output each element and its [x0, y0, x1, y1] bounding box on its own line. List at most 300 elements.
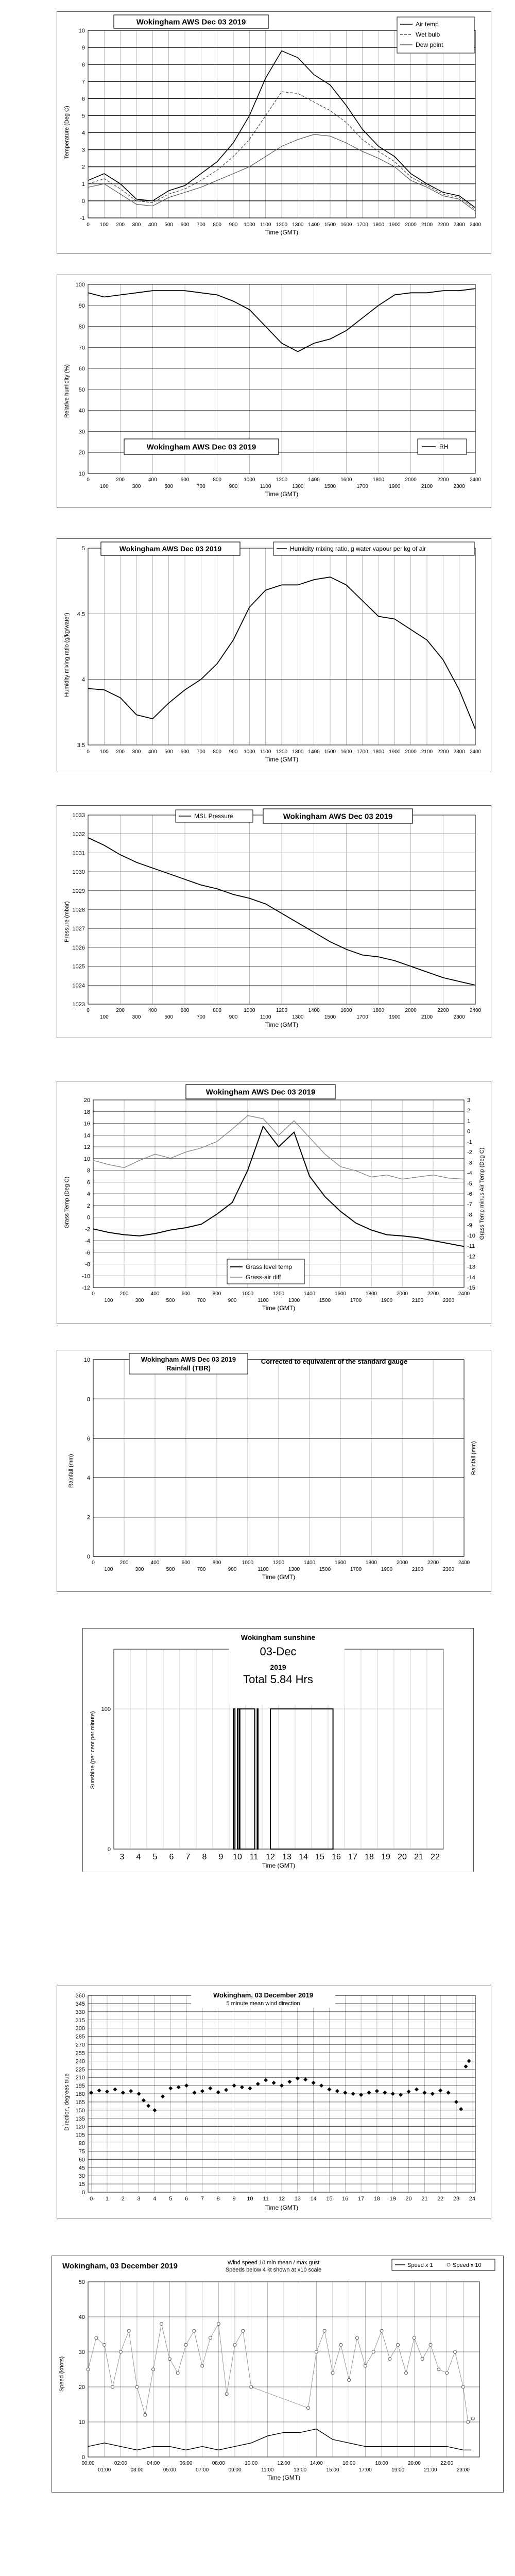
- x-tick-label: 1000: [244, 477, 255, 483]
- speed-x10-point: [429, 2343, 432, 2346]
- y-tick-label: 120: [75, 2124, 85, 2130]
- y-axis-title: Humidity mixing ratio (g/kg/water): [64, 613, 70, 697]
- x-axis-title: Time (GMT): [267, 2474, 301, 2481]
- air-temp-chart-svg: [57, 12, 491, 253]
- speed-x10-point: [356, 2336, 359, 2340]
- y-tick-label: 75: [78, 2148, 85, 2155]
- x-tick-label: 9: [232, 2196, 236, 2202]
- y-tick-label: 100: [75, 282, 85, 288]
- x-tick-label: 1700: [356, 1014, 368, 1020]
- y-tick-label: 1028: [72, 907, 85, 913]
- x-tick-label: 1400: [308, 749, 320, 755]
- y-tick-label: 3: [467, 1097, 471, 1104]
- x-tick-label: 2300: [453, 1014, 465, 1020]
- x-tick-label: 2000: [396, 1291, 408, 1297]
- x-tick-label: 8: [202, 1853, 207, 1861]
- x-tick-label: 12: [266, 1853, 275, 1861]
- x-tick-label: 11:00: [261, 2467, 274, 2473]
- x-tick-label: 700: [196, 749, 205, 755]
- direction-point: [375, 2089, 379, 2093]
- x-tick-label: 100: [99, 484, 109, 489]
- y-tick-label: -3: [467, 1160, 472, 1166]
- x-tick-label: 13:00: [294, 2467, 307, 2473]
- y-tick-label: -11: [467, 1243, 475, 1250]
- x-tick-label: 2000: [405, 749, 417, 755]
- y-tick-label: 12: [83, 1144, 90, 1150]
- x-tick-label: 1100: [260, 1014, 271, 1020]
- x-tick-label: 1800: [372, 749, 385, 755]
- x-tick-label: 7: [185, 1853, 191, 1861]
- sunshine-bar: [257, 1709, 258, 1849]
- x-tick-label: 23:00: [456, 2467, 470, 2473]
- y-tick-label: 1025: [72, 963, 85, 970]
- x-tick-label: 1400: [308, 222, 320, 228]
- direction-point: [168, 2086, 173, 2090]
- x-tick-label: 1600: [340, 477, 352, 483]
- x-tick-label: 2000: [405, 222, 417, 228]
- x-tick-label: 1600: [340, 222, 352, 228]
- chart-title: Wokingham, 03 December 2019: [62, 2262, 178, 2270]
- x-tick-label: 400: [148, 222, 157, 228]
- direction-point: [407, 2090, 411, 2094]
- x-tick-label: 500: [164, 1014, 174, 1020]
- legend-label: Speed x 1: [407, 2262, 433, 2268]
- y-tick-label: 20: [78, 450, 85, 456]
- x-tick-label: 1700: [356, 222, 368, 228]
- y-tick-label: 30: [78, 2349, 85, 2355]
- wind-direction-chart: [57, 1986, 491, 2218]
- x-axis-title: Time (GMT): [265, 229, 299, 236]
- direction-point: [431, 2092, 435, 2096]
- y-tick-label: 60: [78, 366, 85, 372]
- x-tick-label: 1900: [389, 484, 401, 489]
- x-tick-label: 1500: [324, 222, 336, 228]
- y-tick-label: 270: [75, 2042, 85, 2048]
- speed-x10-point: [405, 2371, 408, 2375]
- x-tick-label: 2200: [437, 477, 449, 483]
- x-tick-label: 200: [119, 1560, 129, 1566]
- x-tick-label: 8: [216, 2196, 220, 2202]
- x-tick-label: 2400: [458, 1560, 470, 1566]
- x-tick-label: 900: [228, 1567, 237, 1572]
- x-axis-title: Time (GMT): [262, 1573, 296, 1581]
- y-tick-label: 150: [75, 2107, 85, 2114]
- y-axis-title-right: Grass Temp minus Air Temp (Deg C): [479, 1147, 485, 1240]
- y-axis-title: Grass Temp (Deg C): [64, 1176, 70, 1229]
- wind-direction-chart-svg: [57, 1986, 491, 2218]
- y-tick-label: -13: [467, 1264, 475, 1270]
- sunshine-chart: [82, 1628, 474, 1872]
- x-tick-label: 1300: [292, 222, 304, 228]
- x-tick-label: 2300: [453, 749, 465, 755]
- x-tick-label: 4: [153, 2196, 157, 2202]
- direction-point: [280, 2083, 284, 2088]
- x-tick-label: 300: [132, 1014, 141, 1020]
- direction-point: [216, 2090, 220, 2094]
- y-tick-label: 60: [78, 2157, 85, 2163]
- x-tick-label: 21: [414, 1853, 423, 1861]
- direction-point: [152, 2108, 157, 2112]
- chart-date: 03-Dec: [260, 1645, 297, 1658]
- direction-point: [351, 2092, 355, 2096]
- x-tick-label: 400: [148, 1008, 157, 1013]
- direction-point: [422, 2091, 426, 2095]
- x-tick-label: 200: [116, 1008, 125, 1013]
- y-tick-label: -9: [467, 1222, 472, 1229]
- direction-point: [200, 2089, 204, 2093]
- direction-point: [296, 2076, 300, 2080]
- x-tick-label: 17:00: [358, 2467, 372, 2473]
- x-tick-label: 1700: [356, 749, 368, 755]
- y-tick-label: -14: [467, 1274, 475, 1281]
- direction-point: [97, 2089, 101, 2093]
- x-tick-label: 300: [132, 222, 141, 228]
- speed-x10-point: [160, 2323, 163, 2326]
- speed-x10-point: [315, 2350, 318, 2353]
- y-tick-label: -7: [467, 1201, 472, 1208]
- x-tick-label: 800: [212, 1560, 221, 1566]
- direction-point: [232, 2083, 236, 2088]
- speed-x10-point: [119, 2350, 122, 2353]
- x-tick-label: 12:00: [277, 2461, 290, 2466]
- direction-point: [121, 2091, 125, 2095]
- x-tick-label: 1200: [272, 1560, 285, 1566]
- x-tick-label: 900: [229, 484, 238, 489]
- direction-point: [146, 2104, 150, 2108]
- y-tick-label: 240: [75, 2058, 85, 2065]
- x-tick-label: 1100: [258, 1298, 269, 1303]
- direction-point: [208, 2086, 212, 2090]
- direction-point: [287, 2080, 291, 2084]
- chart-title: Wokingham AWS Dec 03 2019: [141, 1355, 236, 1363]
- y-tick-label: 1027: [72, 926, 85, 933]
- chart-total: Total 5.84 Hrs: [243, 1673, 313, 1686]
- x-tick-label: 800: [213, 222, 222, 228]
- x-tick-label: 600: [181, 1560, 191, 1566]
- x-tick-label: 1000: [242, 1560, 254, 1566]
- x-tick-label: 1000: [244, 749, 255, 755]
- x-tick-label: 2: [121, 2196, 125, 2202]
- chart-title: Wokingham, 03 December 2019: [213, 1991, 314, 1999]
- y-tick-label: 255: [75, 2050, 85, 2057]
- x-tick-label: 2400: [458, 1291, 470, 1297]
- x-tick-label: 1300: [288, 1298, 300, 1303]
- y-tick-label: 1031: [72, 850, 85, 857]
- x-tick-label: 2000: [405, 477, 417, 483]
- x-tick-label: 21: [421, 2196, 428, 2202]
- legend-label: Speed x 10: [453, 2262, 482, 2268]
- x-tick-label: 11: [249, 1853, 259, 1861]
- x-tick-label: 1800: [365, 1291, 377, 1297]
- y-tick-label: 0: [87, 1554, 90, 1560]
- x-tick-label: 200: [116, 477, 125, 483]
- x-tick-label: 2200: [437, 222, 449, 228]
- x-tick-label: 1100: [260, 484, 271, 489]
- speed-x10-point: [421, 2358, 424, 2361]
- y-tick-label: 4: [87, 1191, 90, 1197]
- x-axis-title: Time (GMT): [265, 2204, 299, 2211]
- x-tick-label: 10:00: [245, 2461, 258, 2466]
- x-tick-label: 300: [132, 749, 141, 755]
- rainfall-chart-svg: [57, 1350, 491, 1591]
- x-tick-label: 18:00: [375, 2461, 388, 2466]
- x-tick-label: 300: [132, 484, 141, 489]
- x-tick-label: 2000: [396, 1560, 408, 1566]
- y-tick-label: 300: [75, 2025, 85, 2032]
- x-tick-label: 01:00: [98, 2467, 111, 2473]
- y-tick-label: 80: [78, 324, 85, 330]
- x-tick-label: 15: [315, 1853, 324, 1861]
- x-tick-label: 1800: [372, 477, 385, 483]
- x-tick-label: 500: [166, 1298, 175, 1303]
- x-tick-label: 1200: [276, 749, 288, 755]
- direction-point: [391, 2092, 395, 2096]
- speed-x10-point: [233, 2343, 236, 2346]
- y-tick-label: 20: [83, 1097, 90, 1104]
- direction-point: [142, 2098, 146, 2103]
- speed-x10-point: [454, 2350, 457, 2353]
- x-tick-label: 02:00: [114, 2461, 127, 2466]
- legend-swatch: [447, 2263, 450, 2266]
- speed-x10-point: [413, 2336, 416, 2340]
- x-tick-label: 2300: [442, 1567, 455, 1572]
- y-tick-label: 1: [81, 181, 85, 188]
- direction-point: [192, 2091, 196, 2095]
- y-tick-label: -8: [467, 1212, 472, 1218]
- direction-point: [359, 2093, 363, 2097]
- y-tick-label: 4: [81, 130, 85, 137]
- speed-x10-point: [437, 2368, 440, 2371]
- x-tick-label: 900: [229, 1014, 238, 1020]
- y-tick-label: 1030: [72, 869, 85, 876]
- speed-x10-point: [193, 2329, 196, 2332]
- x-tick-label: 0: [87, 477, 90, 483]
- x-tick-label: 1700: [350, 1298, 362, 1303]
- y-tick-label: 5: [81, 546, 85, 552]
- y-tick-label: 105: [75, 2132, 85, 2139]
- x-tick-label: 18: [365, 1853, 374, 1861]
- direction-point: [137, 2092, 141, 2096]
- y-tick-label: 4: [81, 676, 85, 683]
- speed-x10-point: [380, 2329, 383, 2332]
- chart-year: 2019: [270, 1663, 286, 1671]
- y-tick-label: 360: [75, 1993, 85, 1999]
- x-tick-label: 1400: [303, 1291, 316, 1297]
- x-tick-label: 1100: [258, 1567, 269, 1572]
- direction-point: [367, 2091, 371, 2095]
- x-tick-label: 1600: [340, 749, 352, 755]
- series-line-speed-x1: [88, 2429, 471, 2450]
- direction-point: [454, 2100, 458, 2104]
- y-tick-label: 1026: [72, 944, 85, 951]
- direction-point: [438, 2089, 442, 2093]
- speed-x10-point: [445, 2371, 449, 2375]
- x-tick-label: 09:00: [228, 2467, 242, 2473]
- x-tick-label: 6: [185, 2196, 188, 2202]
- x-tick-label: 2100: [411, 1298, 424, 1303]
- y-tick-label: 8: [87, 1167, 90, 1174]
- x-tick-label: 7: [200, 2196, 204, 2202]
- y-tick-label: -10: [82, 1273, 90, 1280]
- y-tick-label: 165: [75, 2099, 85, 2106]
- x-tick-label: 2400: [469, 477, 482, 483]
- direction-point: [447, 2091, 451, 2095]
- x-tick-label: 100: [99, 222, 109, 228]
- y-axis-title-right: Rainfall (mm): [471, 1441, 477, 1475]
- y-axis-title: Speed (knots): [59, 2356, 65, 2392]
- x-tick-label: 2400: [469, 222, 482, 228]
- legend-label: Grass-air diff: [246, 1274, 281, 1281]
- y-tick-label: 8: [81, 62, 85, 69]
- y-tick-label: -1: [80, 215, 85, 222]
- x-tick-label: 1500: [319, 1298, 331, 1303]
- speed-x10-point: [250, 2385, 253, 2388]
- x-tick-label: 2100: [421, 1014, 433, 1020]
- y-tick-label: 40: [78, 408, 85, 414]
- x-tick-label: 2300: [453, 222, 465, 228]
- x-tick-label: 0: [87, 749, 90, 755]
- x-tick-label: 1300: [292, 484, 304, 489]
- legend-label: Wet bulb: [416, 31, 440, 38]
- x-tick-label: 2200: [437, 1008, 449, 1013]
- speed-x10-point: [103, 2343, 106, 2346]
- humidity-chart: [57, 275, 491, 507]
- x-tick-label: 1600: [334, 1291, 347, 1297]
- y-axis-title: Rainfall (mm): [68, 1454, 74, 1488]
- direction-point: [89, 2091, 93, 2095]
- y-tick-label: 2: [81, 164, 85, 171]
- sunshine-bar: [270, 1709, 333, 1849]
- x-tick-label: 1500: [324, 749, 336, 755]
- speed-x10-point: [176, 2371, 179, 2375]
- rainfall-chart: [57, 1350, 491, 1592]
- x-tick-label: 500: [164, 749, 174, 755]
- mixing-ratio-chart: [57, 538, 491, 771]
- y-tick-label: -12: [467, 1253, 475, 1260]
- y-tick-label: -6: [85, 1249, 90, 1256]
- x-tick-label: 3: [119, 1853, 125, 1861]
- y-tick-label: 16: [83, 1121, 90, 1127]
- y-tick-label: 2: [87, 1202, 90, 1209]
- y-tick-label: 6: [87, 1435, 90, 1442]
- x-tick-label: 600: [180, 477, 190, 483]
- x-tick-label: 700: [196, 222, 205, 228]
- chart-note: Corrected to equivalent of the standard gauge: [261, 1358, 408, 1365]
- x-tick-label: 1600: [334, 1560, 347, 1566]
- x-tick-label: 00:00: [81, 2461, 95, 2466]
- x-tick-label: 03:00: [130, 2467, 144, 2473]
- x-tick-label: 05:00: [163, 2467, 176, 2473]
- x-tick-label: 13: [282, 1853, 291, 1861]
- x-tick-label: 600: [181, 1291, 191, 1297]
- x-tick-label: 3: [137, 2196, 141, 2202]
- x-tick-label: 800: [213, 749, 222, 755]
- x-tick-label: 2100: [421, 484, 433, 489]
- y-tick-label: 195: [75, 2083, 85, 2090]
- direction-point: [105, 2090, 109, 2094]
- y-tick-label: 1: [467, 1118, 471, 1125]
- direction-point: [272, 2081, 276, 2085]
- x-tick-label: 2300: [453, 484, 465, 489]
- chart-subtitle-2: Speeds below 4 kt shown at x10 scale: [225, 2267, 322, 2273]
- x-tick-label: 0: [87, 1008, 90, 1013]
- x-tick-label: 19: [381, 1853, 390, 1861]
- pressure-chart-svg: [57, 806, 491, 1038]
- x-tick-label: 20: [405, 2196, 412, 2202]
- grass-temp-chart: [57, 1081, 491, 1324]
- x-tick-label: 2200: [427, 1291, 439, 1297]
- x-tick-label: 23: [453, 2196, 460, 2202]
- direction-point: [113, 2088, 117, 2092]
- speed-x10-point: [461, 2385, 465, 2388]
- x-tick-label: 300: [135, 1567, 144, 1572]
- speed-x10-point: [372, 2350, 375, 2353]
- y-tick-label: 70: [78, 345, 85, 351]
- x-tick-label: 1300: [288, 1567, 300, 1572]
- x-tick-label: 2100: [421, 222, 433, 228]
- pressure-chart: [57, 805, 491, 1038]
- x-tick-label: 06:00: [179, 2461, 193, 2466]
- x-tick-label: 2200: [437, 749, 449, 755]
- y-axis-title: Pressure (mbar): [64, 901, 70, 942]
- direction-point: [399, 2093, 403, 2097]
- x-tick-label: 200: [116, 749, 125, 755]
- y-tick-label: 3.5: [77, 742, 85, 749]
- y-tick-label: 15: [78, 2181, 85, 2188]
- x-tick-label: 2100: [421, 749, 433, 755]
- legend-label: Dew point: [416, 41, 443, 48]
- y-tick-label: 7: [81, 79, 85, 86]
- x-tick-label: 1500: [319, 1567, 331, 1572]
- x-axis-title: Time (GMT): [265, 1021, 299, 1028]
- x-tick-label: 14: [299, 1853, 308, 1861]
- y-tick-label: 10: [83, 1156, 90, 1162]
- x-tick-label: 15: [326, 2196, 333, 2202]
- speed-x10-point: [307, 2406, 310, 2410]
- wind-speed-chart: [52, 2256, 504, 2493]
- grass-temp-chart-svg: [57, 1081, 491, 1324]
- direction-point: [327, 2088, 331, 2092]
- legend-label: Humidity mixing ratio, g water vapour per kg of air: [290, 545, 426, 552]
- y-tick-label: 50: [78, 2279, 85, 2285]
- speed-x10-point: [397, 2343, 400, 2346]
- direction-point: [248, 2086, 252, 2090]
- chart-title: Wokingham sunshine: [241, 1633, 316, 1641]
- x-tick-label: 2100: [411, 1567, 424, 1572]
- x-axis-title: Time (GMT): [265, 756, 299, 763]
- x-tick-label: 19:00: [391, 2467, 405, 2473]
- x-tick-label: 500: [164, 484, 174, 489]
- y-tick-label: 18: [83, 1109, 90, 1115]
- y-tick-label: 5: [81, 113, 85, 120]
- wind-speed-chart-svg: [52, 2256, 503, 2492]
- x-tick-label: 9: [218, 1853, 224, 1861]
- x-tick-label: 18: [373, 2196, 381, 2202]
- y-tick-label: 10: [78, 28, 85, 34]
- y-tick-label: -2: [85, 1226, 90, 1233]
- y-tick-label: 8: [87, 1396, 90, 1403]
- x-tick-label: 200: [116, 222, 125, 228]
- y-tick-label: 90: [78, 302, 85, 309]
- y-tick-label: 30: [78, 429, 85, 435]
- x-tick-label: 20:00: [407, 2461, 421, 2466]
- x-tick-label: 1: [105, 2196, 109, 2202]
- legend-label: MSL Pressure: [194, 812, 233, 820]
- x-tick-label: 1100: [260, 749, 271, 755]
- direction-point: [264, 2078, 268, 2082]
- chart-subtitle: Rainfall (TBR): [166, 1364, 211, 1372]
- speed-x10-point: [323, 2329, 326, 2332]
